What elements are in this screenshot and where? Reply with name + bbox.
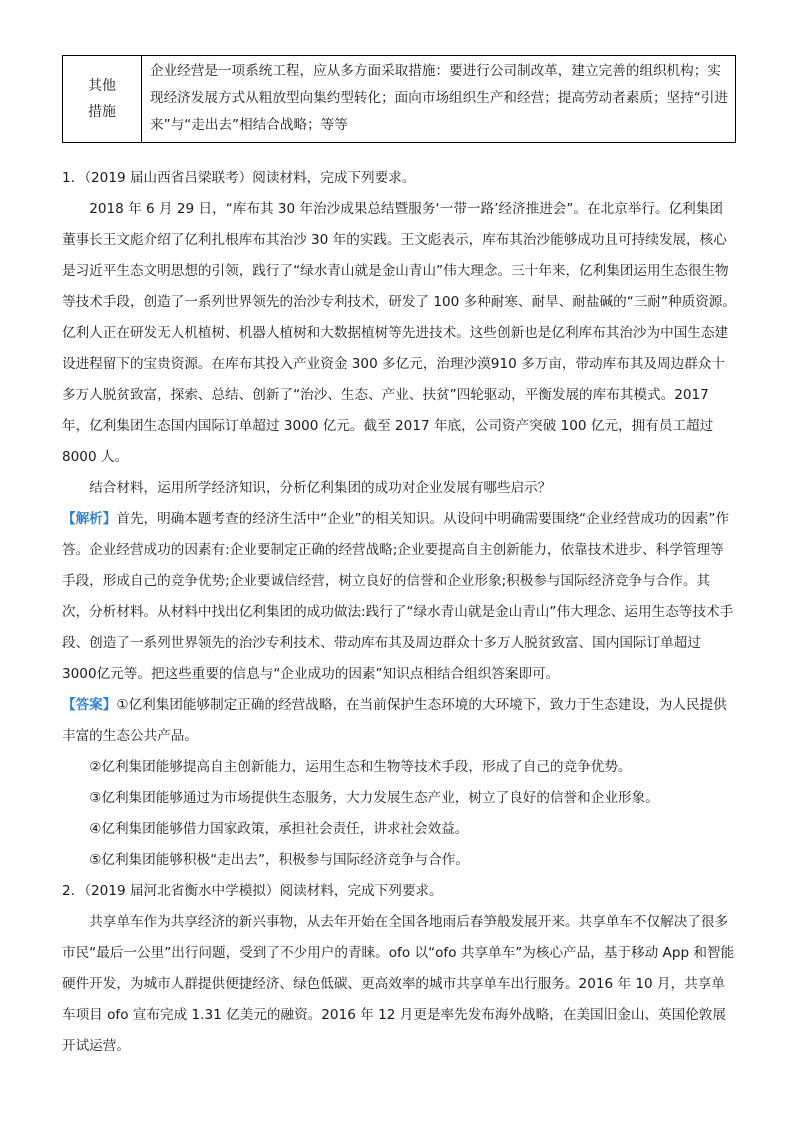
question-2-header: 2．（2019 届河北省衡水中学模拟）阅读材料，完成下列要求。 bbox=[62, 883, 443, 899]
answer-tag: 【答案】 bbox=[62, 697, 117, 713]
question-1-answer bbox=[62, 690, 736, 752]
answer-item: ⑤亿利集团能够积极“走出去”，积极参与国际经济竞争与合作。 bbox=[89, 852, 469, 868]
question-1-header: 1．（2019 届山西省吕梁联考）阅读材料，完成下列要求。 bbox=[62, 170, 416, 186]
table-row bbox=[63, 56, 736, 143]
question-1-prompt: 结合材料，运用所学经济知识，分析亿利集团的成功对企业发展有哪些启示？ bbox=[89, 480, 552, 496]
answer-first-item: ①亿利集团能够制定正确的经营战略，在当前保护生态环境的大环境下，致力于生态建设，为人民提供丰富的生态公共产品。 bbox=[62, 697, 727, 744]
measures-table bbox=[62, 55, 736, 143]
document-page bbox=[62, 55, 736, 1062]
answer-item: ③亿利集团能够通过为市场提供生态服务，大力发展生态产业，树立了良好的信誉和企业形象。 bbox=[89, 790, 659, 806]
answer-item: ②亿利集团能够提高自主创新能力，运用生态和生物等技术手段，形成了自己的竞争优势。 bbox=[89, 759, 632, 775]
question-1-material: 2018 年 6 月 29 日，“库布其 30 年治沙成果总结暨服务‘一带一路’经济推进会”。在北京举行。亿利集团董事长王文彪介绍了亿利扎根库布其治沙 30 年的实践。王文彪表示，库布其治沙能够成功且可持续发展，核心是习近平生态文明思想的引领，践行了“绿水青山就是金山青山”伟大理念。三十年来，亿利集团运用生态很生物等技术手段，创造了一系列世界领先的治沙专利技术，研发了 100 多种耐寒、耐旱、耐盐碱的“三耐”种质资源。亿利人正在研发无人机植树、机器人植树和大数据植树等先进技术。这些创新也是亿利库布其治沙为中国生态建设进程留下的宝贵资源。在库布其投入产业资金 300 多亿元，治理沙漠910 多万亩，带动库布其及周边群众十多万人脱贫致富，探索、总结、创新了“治沙、生态、产业、扶贫”四轮驱动，平衡发展的库布其模式。2017 年，亿利集团生态国内国际订单超过 3000 亿元。截至 2017 年底，公司资产突破 100 亿元，拥有员工超过 8000 人。 bbox=[62, 201, 736, 465]
question-2-material: 共享单车作为共享经济的新兴事物，从去年开始在全国各地雨后春笋般发展开来。共享单车不仅解决了很多市民“最后一公里”出行问题，受到了不少用户的青睐。ofo 以“ofo 共享单车”为核心产品，基于移动 App 和智能硬件开发，为城市人群提供便捷经济、绿色低碳、更高效率的城市共享单车出行服务。2016 年 10 月，共享单车项目 ofo 宣布完成 1.31 亿美元的融资。2016 年 12 月更是率先发布海外战略，在美国旧金山、英国伦敦展开试运营。 bbox=[62, 914, 735, 1054]
analysis-text: 首先，明确本题考查的经济生活中“企业”的相关知识。从设问中明确需要围绕“企业经营成功的因素”作答。企业经营成功的因素有:企业要制定正确的经营战略;企业要提高自主创新能力，依靠技术进步、科学管理等手段，形成自己的竞争优势;企业要诚信经营，树立良好的信誉和企业形象;积极参与国际经济竞争与合作。其次，分析材料。从材料中找出亿利集团的成功做法:践行了“绿水青山就是金山青山”伟大理念、运用生态等技术手段、创造了一系列世界领先的治沙专利技术、带动库布其及周边群众十多万人脱贫致富、国内国际订单超过 3000亿元等。把这些重要的信息与“企业成功的因素”知识点相结合组织答案即可。 bbox=[62, 511, 734, 682]
table-label-line2: 措施 bbox=[88, 104, 116, 120]
answer-item: ④亿利集团能够借力国家政策，承担社会责任，讲求社会效益。 bbox=[89, 821, 469, 837]
analysis-tag: 【解析】 bbox=[62, 511, 117, 527]
table-label-cell bbox=[63, 56, 142, 143]
table-content-cell: 企业经营是一项系统工程，应从多方面采取措施：要进行公司制改革，建立完善的组织机构；实现经济发展方式从粗放型向集约型转化；面向市场组织生产和经营；提高劳动者素质；坚持“引进来”与“走出去”相结合战略；等等 bbox=[142, 56, 736, 143]
question-1-analysis bbox=[62, 504, 736, 690]
table-label-line1: 其他 bbox=[88, 78, 116, 94]
